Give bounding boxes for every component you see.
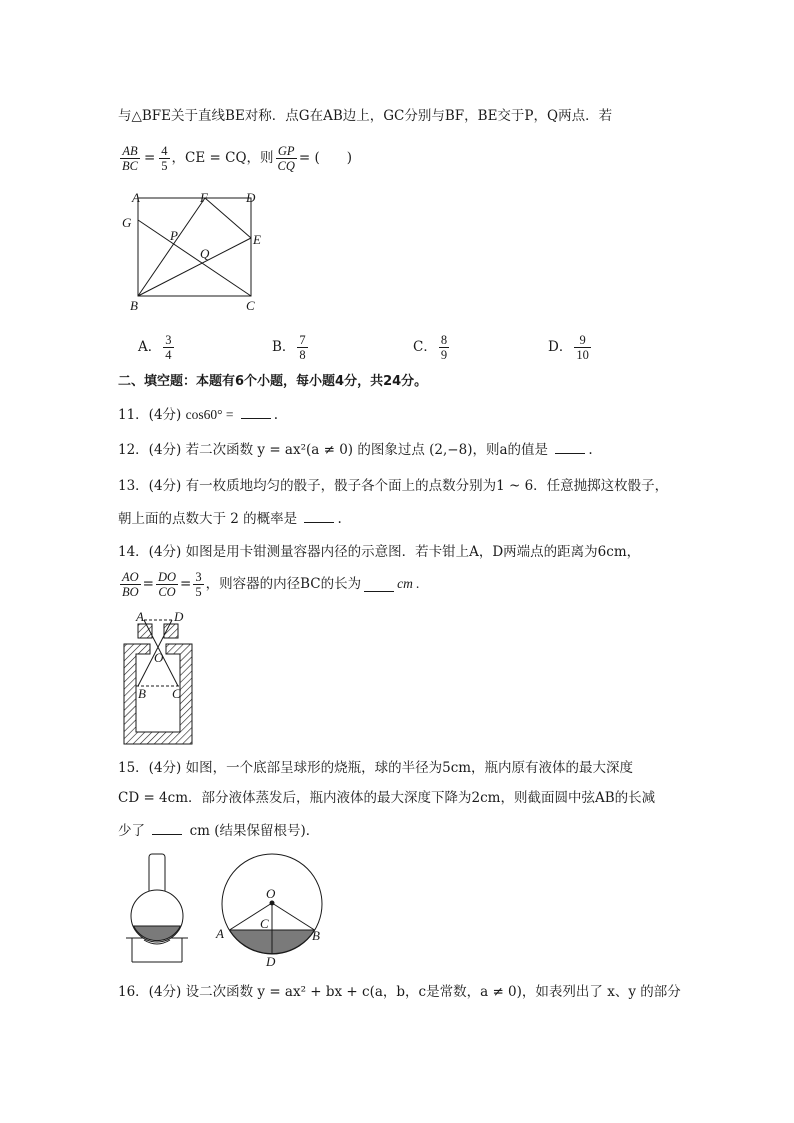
label-d: D bbox=[246, 190, 256, 205]
q15-circle-figure bbox=[214, 846, 338, 970]
q11-answer-blank[interactable] bbox=[241, 404, 271, 419]
q10-option-b[interactable]: B． $\frac{7}{8}$ bbox=[272, 332, 306, 362]
q10-option-c[interactable]: C． $\frac{8}{9}$ bbox=[413, 332, 448, 362]
label-c: C bbox=[260, 916, 269, 931]
label-o: O bbox=[154, 650, 164, 665]
label-a: A bbox=[136, 610, 144, 624]
q10-ask-tail: = ( ) bbox=[298, 150, 353, 166]
q15-line1: 15．(4分) 如图，一个底部呈球形的烧瓶，球的半径为5cm，瓶内原有液体的最大深度 bbox=[118, 760, 634, 776]
label-a: A bbox=[216, 926, 224, 941]
q12-answer-blank[interactable] bbox=[555, 439, 585, 454]
section-heading-fill-in: 二、填空题：本题有6个小题，每小题4分，共24分。 bbox=[118, 374, 428, 389]
q14-answer-blank[interactable] bbox=[364, 577, 394, 592]
q14-line1: 14．(4分) 如图是用卡钳测量容器内径的示意图．若卡钳上A，D两端点的距离为6cm， bbox=[118, 544, 641, 560]
label-d: D bbox=[174, 610, 184, 624]
label-d: D bbox=[266, 954, 276, 969]
q11: 11．(4分) cos60° = . bbox=[118, 404, 278, 425]
q15-flask-figure bbox=[118, 848, 198, 966]
q10-rectangle-figure bbox=[118, 190, 268, 320]
q13-answer-blank[interactable] bbox=[304, 508, 334, 523]
label-p: P bbox=[170, 228, 178, 243]
q15-line2: CD = 4cm．部分液体蒸发后，瓶内液体的最大深度下降为2cm，则截面圆中弦AB的长减 bbox=[118, 790, 656, 806]
q12: 12．(4分) 若二次函数 y = ax²(a ≠ 0) 的图象过点 (2,−8)，则a的值是 . bbox=[118, 439, 593, 460]
label-e: E bbox=[253, 232, 261, 247]
q10-ratio-value: $\frac{4}{5}$ bbox=[161, 143, 168, 173]
q10-option-a[interactable]: A． $\frac{3}{4}$ bbox=[138, 332, 172, 362]
q15-line3: 少了 cm (结果保留根号)． bbox=[118, 820, 319, 841]
q16-line1: 16．(4分) 设二次函数 y = ax² + bx + c(a，b，c是常数，a ≠ 0)，如表列出了 x、y 的部分 bbox=[118, 984, 681, 1000]
label-c: C bbox=[246, 298, 255, 313]
q13-line1: 13．(4分) 有一枚质地均匀的骰子，骰子各个面上的点数分别为1 ~ 6．任意抛掷这枚骰子， bbox=[118, 478, 669, 494]
q13-line2: 朝上面的点数大于 2 的概率是 . bbox=[118, 508, 342, 529]
q10-ratio-ab-bc: $\frac{AB}{BC}$ bbox=[122, 143, 138, 173]
q10-condition: ，CE = CQ，则 bbox=[171, 150, 274, 166]
label-a: A bbox=[132, 190, 140, 205]
label-b: B bbox=[312, 928, 320, 943]
q10-option-d[interactable]: D． $\frac{9}{10}$ bbox=[548, 332, 589, 362]
label-f: F bbox=[200, 190, 208, 205]
label-b: B bbox=[138, 686, 146, 701]
q14-caliper-figure bbox=[118, 610, 218, 750]
label-q: Q bbox=[200, 246, 210, 261]
label-b: B bbox=[130, 298, 138, 313]
q10-line1: 与△BFE关于直线BE对称．点G在AB边上，GC分别与BF，BE交于P，Q两点．若 bbox=[118, 108, 613, 124]
q15-answer-blank[interactable] bbox=[152, 820, 182, 835]
q10-ask-fraction: $\frac{GP}{CQ}$ bbox=[277, 143, 295, 173]
q10-condition-line: $\frac{AB}{BC}$ = $\frac{4}{5}$ ，CE = CQ，则 $\frac{GP}{CQ}$ = ( ) bbox=[122, 143, 353, 173]
label-g: G bbox=[122, 215, 132, 230]
label-o: O bbox=[266, 886, 276, 901]
label-c: C bbox=[172, 686, 181, 701]
q14-line2: $\frac{AO}{BO}$ = $\frac{DO}{CO}$ = $\frac{3}{5}$ ，则容器的内径BC的长为 cm . bbox=[122, 569, 420, 599]
